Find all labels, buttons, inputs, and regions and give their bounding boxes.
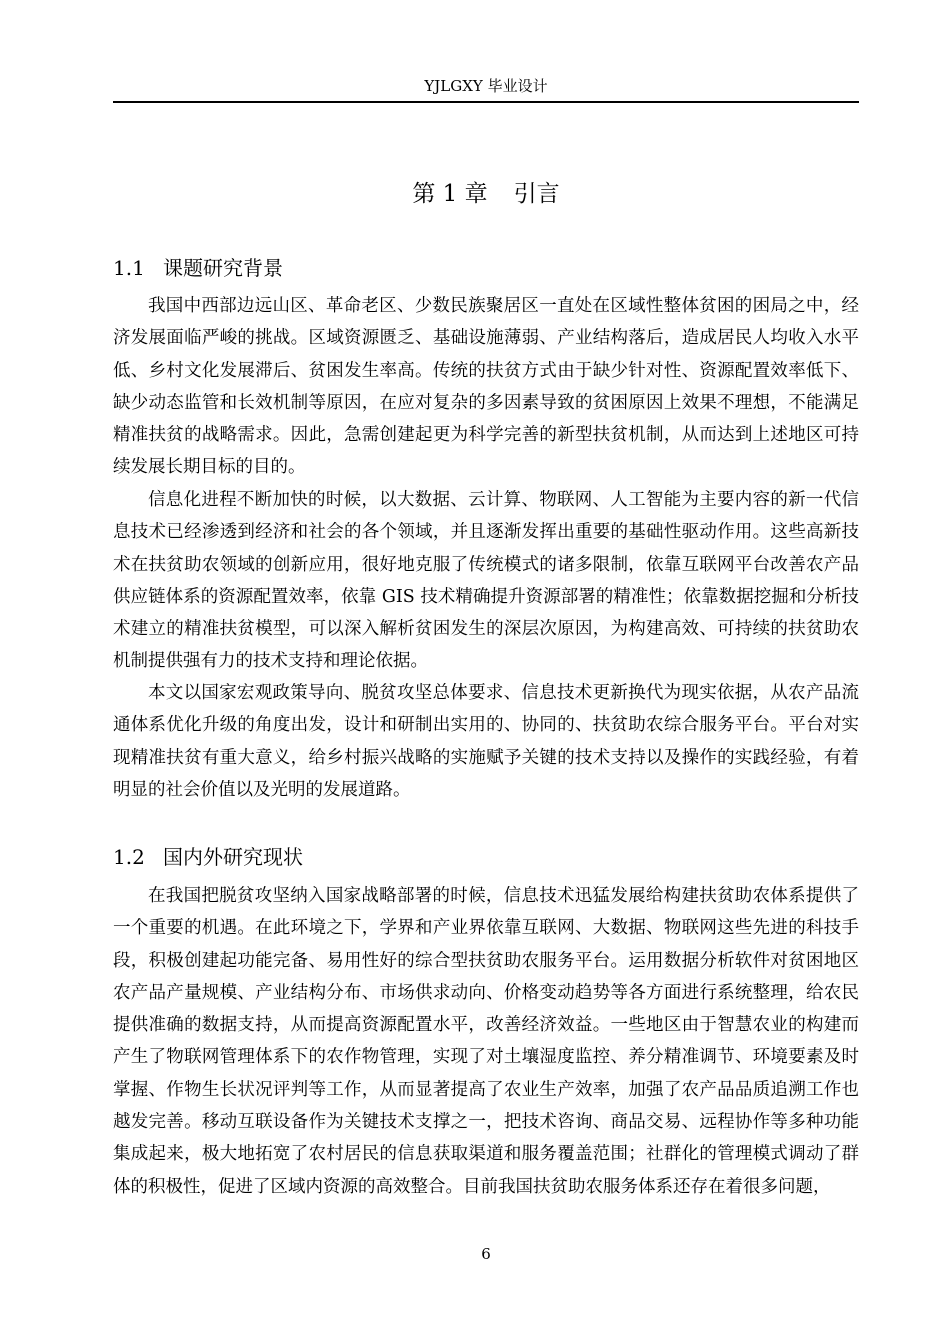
page-number: 6 bbox=[481, 1245, 491, 1263]
section-title: 国内外研究现状 bbox=[163, 845, 303, 869]
chapter-name: 引言 bbox=[513, 181, 560, 207]
section-heading-1-2 bbox=[113, 843, 859, 871]
paragraph: 本文以国家宏观政策导向、脱贫攻坚总体要求、信息技术更新换代为现实依据，从农产品流通体系优化升级的角度出发，设计和研制出实用的、协同的、扶贫助农综合服务平台。平台对实现精准扶贫有重大意义，给乡村振兴战略的实施赋予关键的技术支持以及操作的实践经验，有着明显的社会价值以及光明的发展道路。 bbox=[113, 683, 859, 800]
section-number: 1.1 bbox=[113, 256, 145, 280]
header-divider bbox=[113, 101, 859, 103]
paragraph: 信息化进程不断加快的时候，以大数据、云计算、物联网、人工智能为主要内容的新一代信息技术已经渗透到经济和社会的各个领域，并且逐渐发挥出重要的基础性驱动作用。这些高新技术在扶贫助农领域的创新应用，很好地克服了传统模式的诸多限制，依靠互联网平台改善农产品供应链体系的资源配置效率，依靠 GIS 技术精确提升资源部署的精准性；依靠数据挖掘和分析技术建立的精准扶贫模型，可以深入解析贫困发生的深层次原因，为构建高效、可持续的扶贫助农机制提供强有力的技术支持和理论依据。 bbox=[113, 490, 859, 672]
paragraph: 我国中西部边远山区、革命老区、少数民族聚居区一直处在区域性整体贫困的困局之中，经济发展面临严峻的挑战。区域资源匮乏、基础设施薄弱、产业结构落后，造成居民人均收入水平低、乡村文化发展滞后、贫困发生率高。传统的扶贫方式由于缺少针对性、资源配置效率低下、缺少动态监管和长效机制等原因，在应对复杂的多因素导致的贫困原因上效果不理想，不能满足精准扶贫的战略需求。因此，急需创建起更为科学完善的新型扶贫机制，从而达到上述地区可持续发展长期目标的目的。 bbox=[113, 296, 859, 478]
section-title: 课题研究背景 bbox=[163, 256, 283, 280]
section-heading-1-1 bbox=[113, 254, 859, 282]
paragraph: 在我国把脱贫攻坚纳入国家战略部署的时候，信息技术迅猛发展给构建扶贫助农体系提供了一个重要的机遇。在此环境之下，学界和产业界依靠互联网、大数据、物联网这些先进的科技手段，积极创建起功能完备、易用性好的综合型扶贫助农服务平台。运用数据分析软件对贫困地区农产品产量规模、产业结构分布、市场供求动向、价格变动趋势等各方面进行系统整理，给农民提供准确的数据支持，从而提高资源配置水平，改善经济效益。一些地区由于智慧农业的构建而产生了物联网管理体系下的农作物管理，实现了对土壤湿度监控、养分精准调节、环境要素及时掌握、作物生长状况评判等工作，从而显著提高了农业生产效率，加强了农产品品质追溯工作也越发完善。移动互联设备作为关键技术支撑之一，把技术咨询、商品交易、远程协作等多种功能集成起来，极大地拓宽了农村居民的信息获取渠道和服务覆盖范围；社群化的管理模式调动了群体的积极性，促进了区域内资源的高效整合。目前我国扶贫助农服务体系还存在着很多问题， bbox=[113, 886, 859, 1197]
running-header: YJLGXY 毕业设计 bbox=[424, 77, 548, 95]
chapter-title bbox=[113, 178, 859, 210]
chapter-number: 第 1 章 bbox=[412, 181, 488, 207]
section-number: 1.2 bbox=[113, 845, 145, 869]
